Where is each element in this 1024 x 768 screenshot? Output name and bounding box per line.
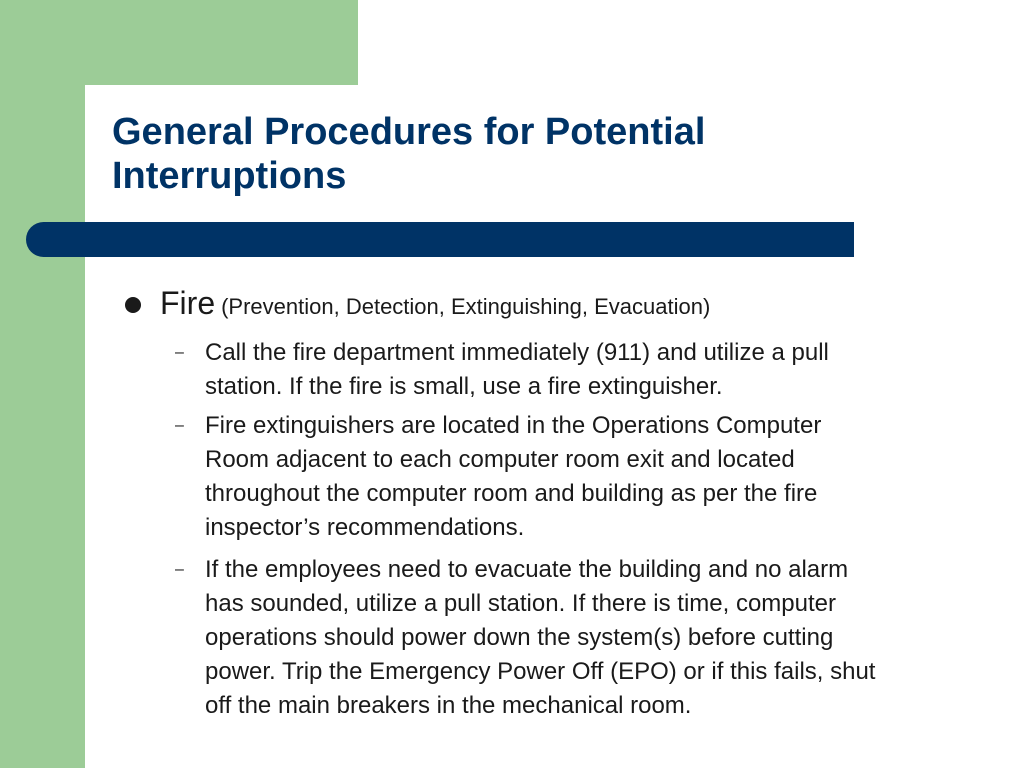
sub-bullet-text [205,409,1005,545]
bullet-fire-heading: Fire [160,285,216,321]
bullet-fire-detail: (Prevention, Detection, Extinguishing, Evacuation) [221,294,711,319]
bullet-fire-text [160,281,710,329]
dash-icon: – [175,344,184,361]
slide-title-line-1: General Procedures for Potential [112,111,706,153]
sub-bullet-line: off the main breakers in the mechanical room. [205,692,692,719]
sub-bullet-line: operations should power down the system(s) before cutting [205,624,834,651]
sub-bullet-line: Room adjacent to each computer room exit and located [205,446,795,473]
dash-icon: – [175,417,184,434]
sub-bullet-line: If the employees need to evacuate the building and no alarm [205,556,849,583]
sub-bullet-text [205,336,1005,404]
sub-bullet-line: Call the fire department immediately (911) and utilize a pull [205,339,829,366]
sub-bullet-line: inspector’s recommendations. [205,514,525,541]
sub-bullet-line: station. If the fire is small, use a fire extinguisher. [205,373,723,400]
slide-title-line-2: Interruptions [112,155,347,197]
dash-icon: – [175,561,184,578]
sub-bullet-line: Fire extinguishers are located in the Operations Computer [205,412,822,439]
sub-bullet-line: power. Trip the Emergency Power Off (EPO) or if this fails, shut [205,658,876,685]
bullet-circle-icon [125,297,141,313]
sub-bullet-text [205,553,1005,723]
sub-bullet-line: has sounded, utilize a pull station. If there is time, computer [205,590,836,617]
sub-bullet-line: throughout the computer room and building as per the fire [205,480,818,507]
